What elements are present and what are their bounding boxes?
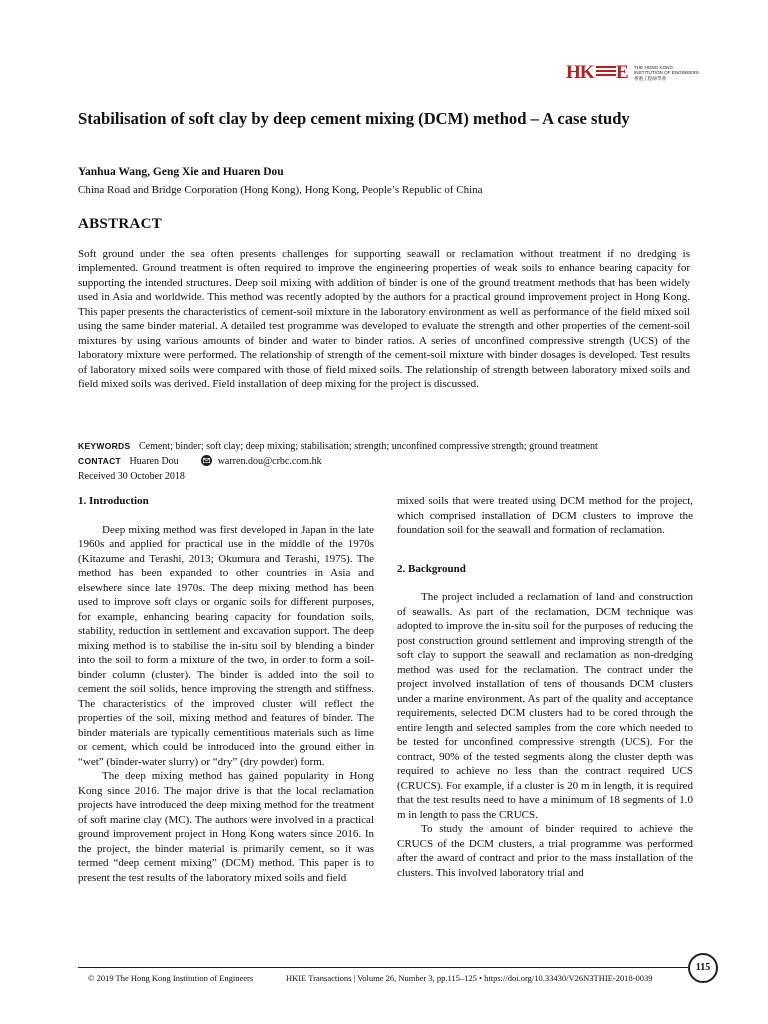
- background-paragraph-1: The project included a reclamation of land and construction of seawalls. As part of the reclamation, DCM technique was adopted to improve the in-situ soil for the purposes of reducing the post construction ground settlement and improving strength of the soft clay to support the seawall and reclamation as non-dredging method was used for the reclamation. The contract under the project involved installation of tens of thousands DCM clusters under a marine environment. As part of the quality and acceptance requirements, selected DCM clusters had to be cored through the entire length and selected samples from the core which needed to be tested for unconfined compressive strength (UCS). For the contract, 90% of the tested segments along the cluster depth was required to achieve no less than the contract required UCS (CRUCS). For example, if a cluster is 20 m in length, it is required that the test results need to have a minimum of 18 segments of 1.0 m in length to pass the CRUCS.: [397, 591, 693, 821]
- background-paragraph-2: To study the amount of binder required to achieve the CRUCS of the DCM clusters, a trial programme was performed after the award of contract and prior to the mass installation of the clusters. This involved laboratory trial and: [397, 823, 693, 879]
- keywords-label: KEYWORDS: [78, 441, 131, 451]
- section-heading-introduction: 1. Introduction: [78, 495, 149, 507]
- logo-caption-line3: 香港工程師學會: [634, 75, 667, 81]
- keywords-text: Cement; binder; soft clay; deep mixing; stabilisation; strength; unconfined compressive strength; ground treatment: [138, 441, 598, 452]
- author-list: Yanhua Wang, Geng Xie and Huaren Dou: [78, 166, 284, 178]
- contact-label: CONTACT: [78, 456, 122, 466]
- keywords-line: [78, 440, 598, 453]
- intro-paragraph-1: Deep mixing method was first developed in Japan in the late 1960s and applied for practical use in the middle of the 1970s (Kitazume and Terashi, 2013; Okumura and Terashi, 1975). The method has been expanded to other countries in Asia and elsewhere since late 1970s. The deep mixing method has been used to improve soft clays or organic soils for different purposes, for example, enhancing bearing capacity for foundation soils, stability, reduction in settlement and excavation support. The deep mixing method is to stabilise the in-situ soil by blending a binder into the soil to form a mixture of the two, in order to form a soil-binder column (cluster). The binder is added into the soil to cement the soil solids, hence improving the strength and stiffness. The characteristics of the improved cluster will reflect the properties of the soil, mixing method and features of binder. The binder materials are typically cementitious materials such as lime or cement, which could be introduced into the ground either in “wet” (binder-water slurry) or “dry” (dry powder) form.: [78, 523, 374, 768]
- logo-caption-line2: INSTITUTION OF ENGINEERS: [634, 70, 699, 76]
- abstract-heading: ABSTRACT: [78, 216, 163, 232]
- logo-e-letter: E: [616, 62, 629, 83]
- abstract-text: Soft ground under the sea often presents challenges for supporting seawall or reclamation without treatment if no dredging is implemented. Ground treatment is often required to improve the engineering properties of weak soils to enhance bearing capacity for supporting the intended structures. Deep soil mixing with addition of binder is one of the ground treatment methods that has been widely used in Asia and worldwide. This method was recently adopted by the authors for a practical ground improvement project in Hong Kong. This paper presents the characteristics of cement-soil mixture in the laboratory environment as well as performance of the field mixed soil using the same binder material. A detailed test programme was developed to evaluate the strength and other properties of the cement-soil mixtures by using various amounts of binder and water to binder ratios. A series of unconfined compressive strength (UCS) of the laboratory mixture were performed. The relationship of strength of the cement-soil mixture with binder dosages is developed. Test results of laboratory mixed soils were compared with those of field mixed soils. The relationship of strength between laboratory mixed soils and field mixed soils was derived. Field installation of deep mixing for the project is discussed.: [78, 248, 690, 391]
- email-icon: [201, 455, 212, 466]
- contact-email[interactable]: warren.dou@crbc.com.hk: [217, 456, 322, 467]
- logo-caption: [634, 65, 699, 81]
- affiliation: China Road and Bridge Corporation (Hong Kong), Hong Kong, People’s Republic of China: [78, 184, 483, 196]
- logo-caption-line1: THE HONG KONG: [634, 65, 674, 70]
- page-number: 115: [688, 953, 718, 983]
- received-date: Received 30 October 2018: [78, 471, 185, 482]
- hkie-logo: [566, 62, 706, 84]
- section-heading-background: 2. Background: [397, 562, 466, 575]
- contact-name: Huaren Dou: [129, 456, 179, 467]
- left-column: [78, 494, 374, 885]
- footer-copyright: © 2019 The Hong Kong Institution of Engineers: [88, 973, 254, 983]
- logo-hk-letters: HK: [566, 62, 594, 83]
- intro-paragraph-continued: mixed soils that were treated using DCM method for the project, which comprised installation of DCM clusters to improve the foundation soil for the seawall and formation of reclamation.: [397, 495, 693, 536]
- paper-title: Stabilisation of soft clay by deep cement mixing (DCM) method – A case study: [78, 109, 630, 128]
- contact-line: [78, 455, 322, 468]
- footer-journal-citation: HKIE Transactions | Volume 26, Number 3, pp.115–125 • https://doi.org/10.33430/V26N3THIE-2018-0039: [286, 973, 653, 983]
- intro-paragraph-2: The deep mixing method has gained popularity in Hong Kong since 2016. The major drive is that the local reclamation projects have introduced the deep mixing method for the treatment of soft marine clay (MC). The authors were involved in a practical ground improvement project in Hong Kong waters since 2016. In the project, the binder material is primarily cement, so it was termed “deep cement mixing” (DCM) method. This paper is to present the test results of the laboratory mixed soils and field: [78, 770, 374, 884]
- footer-rule: [78, 967, 690, 968]
- logo-bars-icon: [596, 66, 616, 80]
- right-column: [397, 494, 693, 880]
